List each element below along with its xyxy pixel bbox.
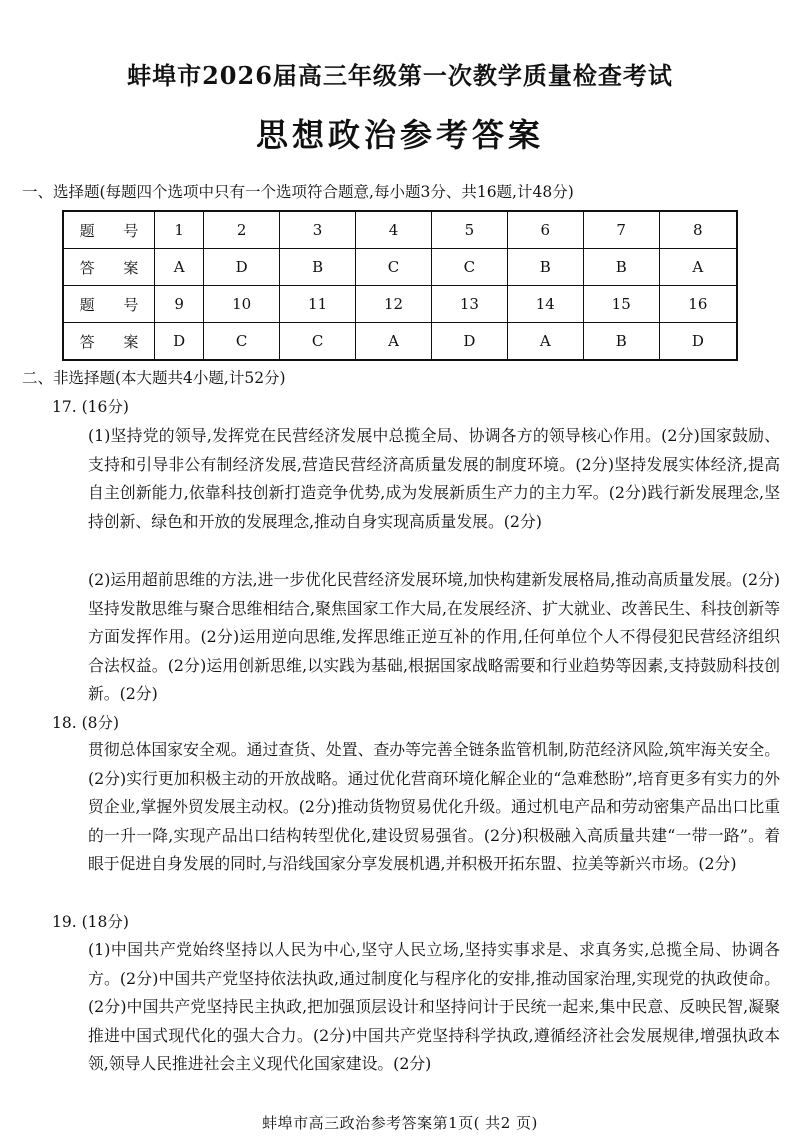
question-number: 11: [280, 286, 356, 323]
question-19-label: 19. (18分): [52, 913, 129, 931]
row-label-number: 题 号: [63, 211, 155, 249]
choice-answer-table: [62, 210, 738, 361]
question-number: 9: [155, 286, 204, 323]
page-footer: 蚌埠市高三政治参考答案第1页( 共2 页): [262, 1114, 538, 1132]
answer-cell: D: [431, 323, 507, 361]
answer-cell: A: [155, 249, 204, 286]
answer-cell: C: [356, 249, 432, 286]
row-label-number: 题 号: [63, 286, 155, 323]
answer-cell: B: [583, 323, 659, 361]
answer-cell: D: [155, 323, 204, 361]
section2-heading: 二、非选择题(本大题共4小题,计52分): [22, 369, 286, 387]
question-number: 8: [659, 211, 737, 249]
section1-heading: 一、选择题(每题四个选项中只有一个选项符合题意,每小题3分、共16题,计48分): [22, 183, 574, 201]
subject-title: 思想政治参考答案: [255, 116, 544, 154]
table-row: [63, 211, 737, 249]
answer-cell: A: [659, 249, 737, 286]
table-row: [63, 323, 737, 361]
question-17-part1: (1)坚持党的领导,发挥党在民营经济发展中总揽全局、协调各方的领导核心作用。(2分)国家鼓励、支持和引导非公有制经济发展,营造民营经济高质量发展的制度环境。(2分)坚持发展实体经济,提高自主创新能力,依靠科技创新打造竞争优势,成为发展新质生产力的主力军。(2分)践行新发展理念,坚持创新、绿色和开放的发展理念,推动自身实现高质量发展。(2分): [88, 426, 780, 531]
question-number: 14: [507, 286, 583, 323]
question-number: 13: [431, 286, 507, 323]
question-number: 1: [155, 211, 204, 249]
answer-cell: C: [204, 323, 280, 361]
question-number: 4: [356, 211, 432, 249]
question-number: 2: [204, 211, 280, 249]
answer-cell: B: [280, 249, 356, 286]
answer-cell: D: [204, 249, 280, 286]
question-number: 12: [356, 286, 432, 323]
row-label-answer: 答 案: [63, 323, 155, 361]
question-number: 15: [583, 286, 659, 323]
row-label-answer: 答 案: [63, 249, 155, 286]
table-row: [63, 286, 737, 323]
question-17-part2: (2)运用超前思维的方法,进一步优化民营经济发展环境,加快构建新发展格局,推动高质量发展。(2分)坚持发散思维与聚合思维相结合,聚焦国家工作大局,在发展经济、扩大就业、改善民生、科技创新等方面发挥作用。(2分)运用逆向思维,发挥思维正逆互补的作用,任何单位个人不得侵犯民营经济组织合法权益。(2分)运用创新思维,以实践为基础,根据国家战略需要和行业趋势等因素,支持鼓励科技创新。(2分): [88, 570, 780, 704]
answer-cell: B: [583, 249, 659, 286]
answer-cell: D: [659, 323, 737, 361]
question-number: 6: [507, 211, 583, 249]
exam-title: 蚌埠市2026届高三年级第一次教学质量检查考试: [127, 61, 673, 90]
question-18-label: 18. (8分): [52, 714, 120, 732]
table-row: [63, 249, 737, 286]
question-number: 10: [204, 286, 280, 323]
question-18-answer: 贯彻总体国家安全观。通过查货、处置、查办等完善全链条监管机制,防范经济风险,筑牢海关安全。(2分)实行更加积极主动的开放战略。通过优化营商环境化解企业的“急难愁盼”,培育更多有实力的外贸企业,掌握外贸发展主动权。(2分)推动货物贸易优化升级。通过机电产品和劳动密集产品出口比重的一升一降,实现产品出口结构转型优化,建设贸易强省。(2分)积极融入高质量共建“一带一路”。着眼于促进自身发展的同时,与沿线国家分享发展机遇,并积极开拓东盟、拉美等新兴市场。(2分): [88, 740, 780, 874]
question-number: 3: [280, 211, 356, 249]
question-number: 16: [659, 286, 737, 323]
question-19-part1: (1)中国共产党始终坚持以人民为中心,坚守人民立场,坚持实事求是、求真务实,总揽全局、协调各方。(2分)中国共产党坚持依法执政,通过制度化与程序化的安排,推动国家治理,实现党的执政使命。(2分)中国共产党坚持民主执政,把加强顶层设计和坚持问计于民统一起来,集中民意、反映民智,凝聚推进中国式现代化的强大合力。(2分)中国共产党坚持科学执政,遵循经济社会发展规律,增强执政本领,领导人民推进社会主义现代化国家建设。(2分): [88, 940, 780, 1074]
answer-cell: B: [507, 249, 583, 286]
question-number: 5: [431, 211, 507, 249]
answer-cell: C: [280, 323, 356, 361]
answer-cell: A: [356, 323, 432, 361]
question-number: 7: [583, 211, 659, 249]
answer-cell: C: [431, 249, 507, 286]
question-17-label: 17. (16分): [52, 398, 129, 416]
answer-cell: A: [507, 323, 583, 361]
